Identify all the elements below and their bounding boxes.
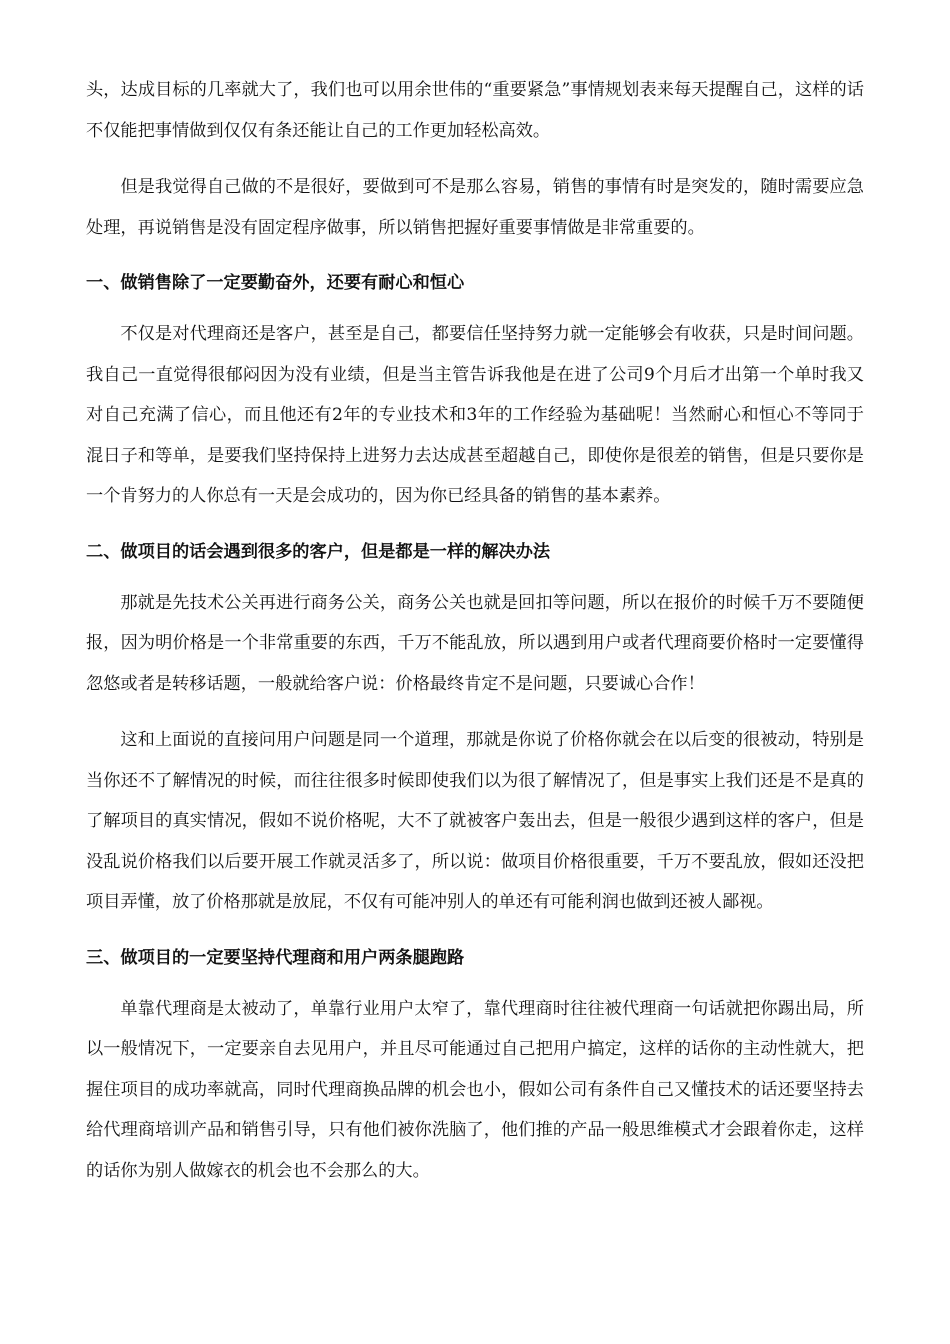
- spacer: [86, 151, 864, 167]
- spacer: [86, 517, 864, 537]
- spacer: [86, 567, 864, 583]
- section-heading-3: 三、做项目的一定要坚持代理商和用户两条腿跑路: [86, 947, 465, 968]
- paragraph-section-2a: 那就是先技术公关再进行商务公关，商务公关也就是回扣等问题，所以在报价的时候千万不要随便报，因为明价格是一个非常重要的东西，千万不能乱放，所以遇到用户或者代理商要价格时一定要懂得忽悠或者是转移话题，一般就给客户说：价格最终肯定不是问题，只要诚心合作！: [86, 592, 864, 694]
- spacer: [86, 248, 864, 268]
- section-heading-2: 二、做项目的话会遇到很多的客户，但是都是一样的解决办法: [86, 541, 551, 562]
- paragraph-section-2b: 这和上面说的直接问用户问题是同一个道理，那就是你说了价格你就会在以后变的很被动，特别是当你还不了解情况的时候，而往往很多时候即使我们以为很了解情况了，但是事实上我们还是不是真的了解项目的真实情况，假如不说价格呢，大不了就被客户轰出去，但是一般很少遇到这样的客户，但是没乱说价格我们以后要开展工作就灵活多了，所以说：做项目价格很重要，千万不要乱放，假如还没把项目弄懂，放了价格那就是放屁，不仅有可能冲别人的单还有可能利润也做到还被人鄙视。: [86, 730, 864, 912]
- paragraph-section-1: 不仅是对代理商还是客户，甚至是自己，都要信任坚持努力就一定能够会有收获，只是时间问题。我自己一直觉得很郁闷因为没有业绩，但是当主管告诉我他是在进了公司9个月后才出第一个单时我又对自己充满了信心，而且他还有2年的专业技术和3年的工作经验为基础呢！当然耐心和恒心不等同于混日子和等单，是要我们坚持保持上进努力去达成甚至超越自己，即使你是很差的销售，但是只要你是一个肯努力的人你总有一天是会成功的，因为你已经具备的销售的基本素养。: [86, 324, 864, 506]
- paragraph-section-3: 单靠代理商是太被动了，单靠行业用户太窄了，靠代理商时往往被代理商一句话就把你踢出局，所以一般情况下，一定要亲自去见用户，并且尽可能通过自己把用户搞定，这样的话你的主动性就大，把握住项目的成功率就高，同时代理商换品牌的机会也小，假如公司有条件自己又懂技术的话还要坚持去给代理商培训产品和销售引导，只有他们被你洗脑了，他们推的产品一般思维模式才会跟着你走，这样的话你为别人做嫁衣的机会也不会那么的大。: [86, 998, 864, 1181]
- spacer: [86, 298, 864, 314]
- spacer: [86, 923, 864, 943]
- paragraph-intro: 但是我觉得自己做的不是很好，要做到可不是那么容易，销售的事情有时是突发的，随时需要应急处理，再说销售是没有固定程序做事，所以销售把握好重要事情做是非常重要的。: [86, 177, 864, 238]
- section-heading-1: 一、做销售除了一定要勤奋外，还要有耐心和恒心: [86, 273, 465, 293]
- spacer: [86, 704, 864, 720]
- spacer: [86, 973, 864, 989]
- document-page: [86, 70, 864, 1191]
- paragraph-intro-continued: 头，达成目标的几率就大了，我们也可以用余世伟的“重要紧急”事情规划表来每天提醒自己，这样的话不仅能把事情做到仅仅有条还能让自己的工作更加轻松高效。: [86, 80, 864, 141]
